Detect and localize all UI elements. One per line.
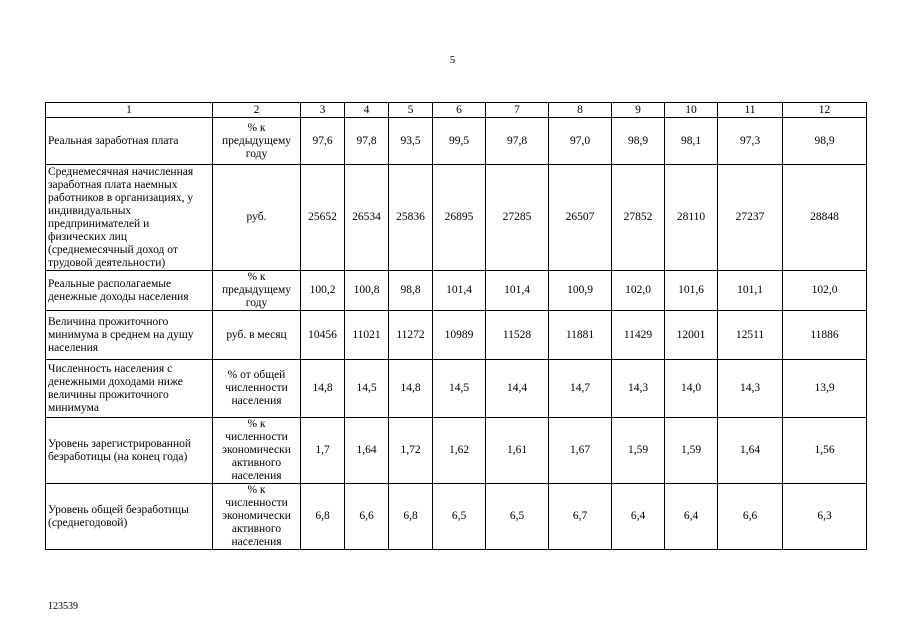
value-cell: 27237 (718, 165, 783, 271)
header-cell: 12 (783, 103, 867, 118)
value-cell: 14,5 (345, 360, 389, 418)
value-cell: 100,9 (549, 271, 612, 311)
header-cell: 2 (213, 103, 301, 118)
value-cell: 14,7 (549, 360, 612, 418)
value-cell: 101,4 (433, 271, 486, 311)
value-cell: 100,8 (345, 271, 389, 311)
indicator-cell: Уровень зарегистрированной безработицы (на конец года) (46, 418, 213, 484)
value-cell: 11021 (345, 311, 389, 360)
value-cell: 6,6 (718, 484, 783, 550)
value-cell: 14,8 (301, 360, 345, 418)
header-cell: 6 (433, 103, 486, 118)
value-cell: 1,61 (486, 418, 549, 484)
value-cell: 101,6 (665, 271, 718, 311)
header-cell: 7 (486, 103, 549, 118)
value-cell: 101,1 (718, 271, 783, 311)
unit-cell: % к предыдущему году (213, 271, 301, 311)
value-cell: 1,62 (433, 418, 486, 484)
value-cell: 99,5 (433, 118, 486, 165)
value-cell: 6,7 (549, 484, 612, 550)
value-cell: 1,7 (301, 418, 345, 484)
table-row (46, 118, 867, 165)
table-row (46, 311, 867, 360)
value-cell: 1,72 (389, 418, 433, 484)
table-header-row (46, 103, 867, 118)
indicator-cell: Численность населения с денежными доходами ниже величины прожиточного минимума (46, 360, 213, 418)
value-cell: 26507 (549, 165, 612, 271)
value-cell: 100,2 (301, 271, 345, 311)
value-cell: 1,59 (665, 418, 718, 484)
unit-cell: % к предыдущему году (213, 118, 301, 165)
value-cell: 11429 (612, 311, 665, 360)
value-cell: 6,5 (486, 484, 549, 550)
value-cell: 25836 (389, 165, 433, 271)
value-cell: 6,5 (433, 484, 486, 550)
value-cell: 97,3 (718, 118, 783, 165)
value-cell: 6,4 (665, 484, 718, 550)
table-row (46, 484, 867, 550)
value-cell: 6,8 (389, 484, 433, 550)
value-cell: 97,0 (549, 118, 612, 165)
header-cell: 10 (665, 103, 718, 118)
value-cell: 28110 (665, 165, 718, 271)
table-row (46, 271, 867, 311)
value-cell: 1,64 (718, 418, 783, 484)
table-row (46, 360, 867, 418)
value-cell: 93,5 (389, 118, 433, 165)
header-cell: 1 (46, 103, 213, 118)
value-cell: 14,3 (612, 360, 665, 418)
value-cell: 102,0 (612, 271, 665, 311)
value-cell: 98,9 (612, 118, 665, 165)
value-cell: 98,1 (665, 118, 718, 165)
value-cell: 14,3 (718, 360, 783, 418)
value-cell: 1,67 (549, 418, 612, 484)
value-cell: 27285 (486, 165, 549, 271)
value-cell: 97,6 (301, 118, 345, 165)
value-cell: 27852 (612, 165, 665, 271)
value-cell: 11272 (389, 311, 433, 360)
value-cell: 26895 (433, 165, 486, 271)
indicator-cell: Величина прожиточного минимума в среднем на душу населения (46, 311, 213, 360)
indicator-cell: Реальные располагаемые денежные доходы населения (46, 271, 213, 311)
value-cell: 1,56 (783, 418, 867, 484)
value-cell: 102,0 (783, 271, 867, 311)
unit-cell: руб. (213, 165, 301, 271)
page-number: 5 (449, 54, 456, 66)
header-cell: 5 (389, 103, 433, 118)
document-code: 123539 (48, 601, 78, 612)
value-cell: 6,3 (783, 484, 867, 550)
value-cell: 101,4 (486, 271, 549, 311)
statistics-table (45, 102, 867, 550)
value-cell: 6,8 (301, 484, 345, 550)
indicator-cell: Реальная заработная плата (46, 118, 213, 165)
value-cell: 11881 (549, 311, 612, 360)
value-cell: 1,64 (345, 418, 389, 484)
value-cell: 28848 (783, 165, 867, 271)
unit-cell: руб. в месяц (213, 311, 301, 360)
value-cell: 97,8 (486, 118, 549, 165)
header-cell: 9 (612, 103, 665, 118)
unit-cell: % от общей численности населения (213, 360, 301, 418)
value-cell: 11886 (783, 311, 867, 360)
header-cell: 4 (345, 103, 389, 118)
header-cell: 11 (718, 103, 783, 118)
value-cell: 6,6 (345, 484, 389, 550)
header-cell: 8 (549, 103, 612, 118)
value-cell: 14,0 (665, 360, 718, 418)
indicator-cell: Среднемесячная начисленная заработная плата наемных работников в организациях, у индивидуальных предпринимателей и физических лиц (среднемесячный доход от трудовой деятельности) (46, 165, 213, 271)
value-cell: 10456 (301, 311, 345, 360)
value-cell: 1,59 (612, 418, 665, 484)
value-cell: 14,8 (389, 360, 433, 418)
header-cell: 3 (301, 103, 345, 118)
unit-cell: % к численности экономически активного населения (213, 484, 301, 550)
value-cell: 25652 (301, 165, 345, 271)
value-cell: 6,4 (612, 484, 665, 550)
value-cell: 26534 (345, 165, 389, 271)
indicator-cell: Уровень общей безработицы (среднегодовой) (46, 484, 213, 550)
value-cell: 14,4 (486, 360, 549, 418)
unit-cell: % к численности экономически активного населения (213, 418, 301, 484)
value-cell: 10989 (433, 311, 486, 360)
value-cell: 12511 (718, 311, 783, 360)
value-cell: 12001 (665, 311, 718, 360)
value-cell: 97,8 (345, 118, 389, 165)
table-row (46, 165, 867, 271)
value-cell: 13,9 (783, 360, 867, 418)
value-cell: 14,5 (433, 360, 486, 418)
table-row (46, 418, 867, 484)
value-cell: 98,8 (389, 271, 433, 311)
value-cell: 98,9 (783, 118, 867, 165)
value-cell: 11528 (486, 311, 549, 360)
